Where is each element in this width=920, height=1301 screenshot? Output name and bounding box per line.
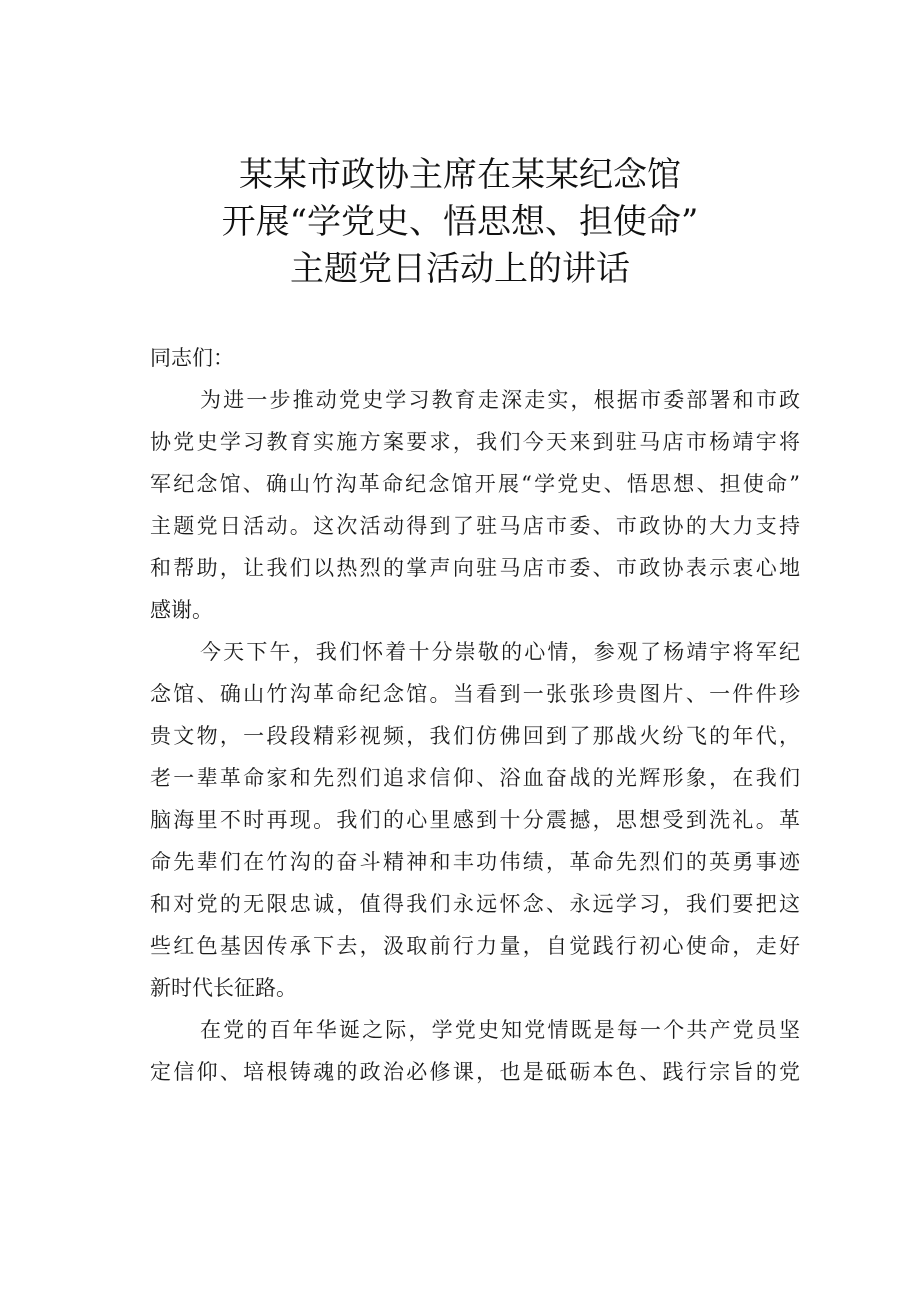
paragraph-line: 老一辈革命家和先烈们追求信仰、浴血奋战的光辉形象，在我们 — [150, 766, 800, 790]
paragraph-1 — [150, 379, 800, 631]
paragraph-line: 在党的百年华诞之际，学党史知党情既是每一个共产党员坚 — [200, 1018, 800, 1042]
title-line-2: 开展“学党史、悟思想、担使命” — [221, 202, 699, 242]
paragraph-3 — [150, 1009, 800, 1093]
title-line-3: 主题党日活动上的讲话 — [290, 249, 630, 289]
paragraph-2 — [150, 631, 800, 1009]
salutation: 同志们： — [150, 346, 234, 370]
paragraph-line: 些红色基因传承下去，汲取前行力量，自觉践行初心使命，走好 — [150, 934, 800, 958]
paragraph-line: 主题党日活动。这次活动得到了驻马店市委、市政协的大力支持 — [150, 514, 800, 538]
paragraph-line: 为进一步推动党史学习教育走深走实，根据市委部署和市政 — [200, 388, 800, 412]
document-body — [150, 337, 800, 1093]
paragraph-line: 今天下午，我们怀着十分崇敬的心情，参观了杨靖宇将军纪 — [200, 640, 800, 664]
paragraph-line: 念馆、确山竹沟革命纪念馆。当看到一张张珍贵图片、一件件珍 — [150, 682, 800, 706]
paragraph-line: 协党史学习教育实施方案要求，我们今天来到驻马店市杨靖宇将 — [150, 430, 800, 454]
paragraph-line: 定信仰、培根铸魂的政治必修课，也是砥砺本色、践行宗旨的党 — [150, 1060, 800, 1084]
paragraph-line: 和帮助，让我们以热烈的掌声向驻马店市委、市政协表示衷心地 — [150, 556, 800, 580]
document-title — [0, 152, 920, 293]
paragraph-line: 和对党的无限忠诚，值得我们永远怀念、永远学习，我们要把这 — [150, 892, 800, 916]
paragraph-line: 新时代长征路。 — [150, 976, 297, 1000]
paragraph-line: 军纪念馆、确山竹沟革命纪念馆开展“学党史、悟思想、担使命” — [150, 472, 800, 496]
paragraph-line: 命先辈们在竹沟的奋斗精神和丰功伟绩，革命先烈们的英勇事迹 — [150, 850, 800, 874]
paragraph-line: 贵文物，一段段精彩视频，我们仿佛回到了那战火纷飞的年代， — [150, 724, 800, 748]
paragraph-line: 脑海里不时再现。我们的心里感到十分震撼，思想受到洗礼。革 — [150, 808, 800, 832]
paragraph-line: 感谢。 — [150, 598, 213, 622]
title-line-1: 某某市政协主席在某某纪念馆 — [239, 155, 681, 195]
